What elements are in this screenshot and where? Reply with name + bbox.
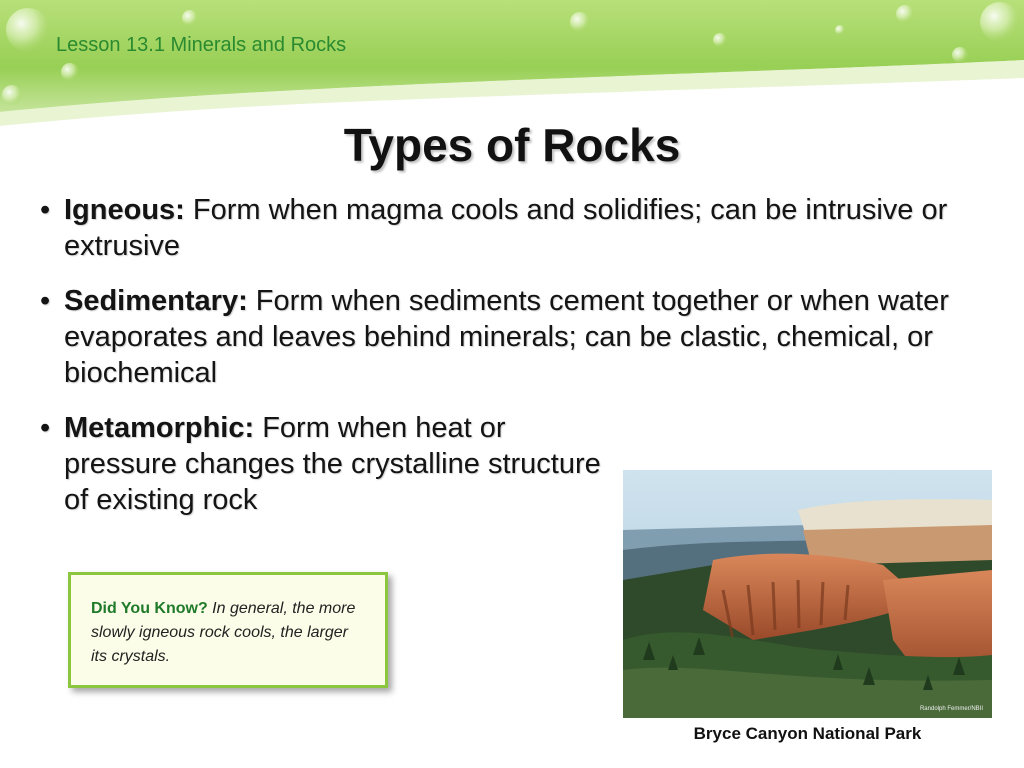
bullet-metamorphic — [40, 410, 624, 518]
slide-title: Types of Rocks — [343, 119, 681, 171]
bullet-term: Sedimentary: — [64, 285, 248, 317]
photo-caption: Bryce Canyon National Park — [693, 724, 922, 743]
bullet-icon: • — [40, 285, 51, 317]
bullet-icon: • — [40, 194, 51, 226]
bubble-decoration — [6, 8, 50, 52]
lesson-title: Lesson 13.1 Minerals and Rocks — [56, 34, 347, 56]
did-you-know-box — [68, 572, 388, 688]
did-you-know-text: In general, the more slowly igneous rock cools, the larger its crystals. — [91, 600, 356, 665]
bullet-term: Metamorphic: — [64, 412, 255, 444]
bubble-decoration — [2, 85, 22, 105]
bubble-decoration — [61, 63, 79, 81]
bubble-decoration — [896, 5, 914, 23]
bullet-sedimentary — [40, 283, 1015, 391]
bubble-decoration — [570, 12, 590, 32]
bubble-decoration — [980, 2, 1020, 42]
header-banner — [0, 0, 1024, 130]
bubble-decoration — [182, 10, 198, 26]
did-you-know-label: Did You Know? — [91, 600, 208, 617]
bullet-text: Form when magma cools and solidifies; can be intrusive or extrusive — [64, 194, 948, 262]
bullet-igneous — [40, 192, 1015, 264]
bryce-canyon-photo — [623, 470, 992, 718]
bubble-decoration — [835, 25, 845, 35]
bullet-icon: • — [40, 412, 51, 444]
bullet-term: Igneous: — [64, 194, 185, 226]
bullet-text: Form when heat or pressure changes the crystalline structure of existing rock — [64, 412, 601, 516]
photo-credit: Randolph Femmer/NBII — [919, 706, 983, 712]
bubble-decoration — [713, 33, 727, 47]
bullet-text: Form when sediments cement together or when water evaporates and leaves behind minerals; can be clastic, chemical, or biochemical — [64, 285, 949, 389]
bubble-decoration — [952, 47, 968, 63]
